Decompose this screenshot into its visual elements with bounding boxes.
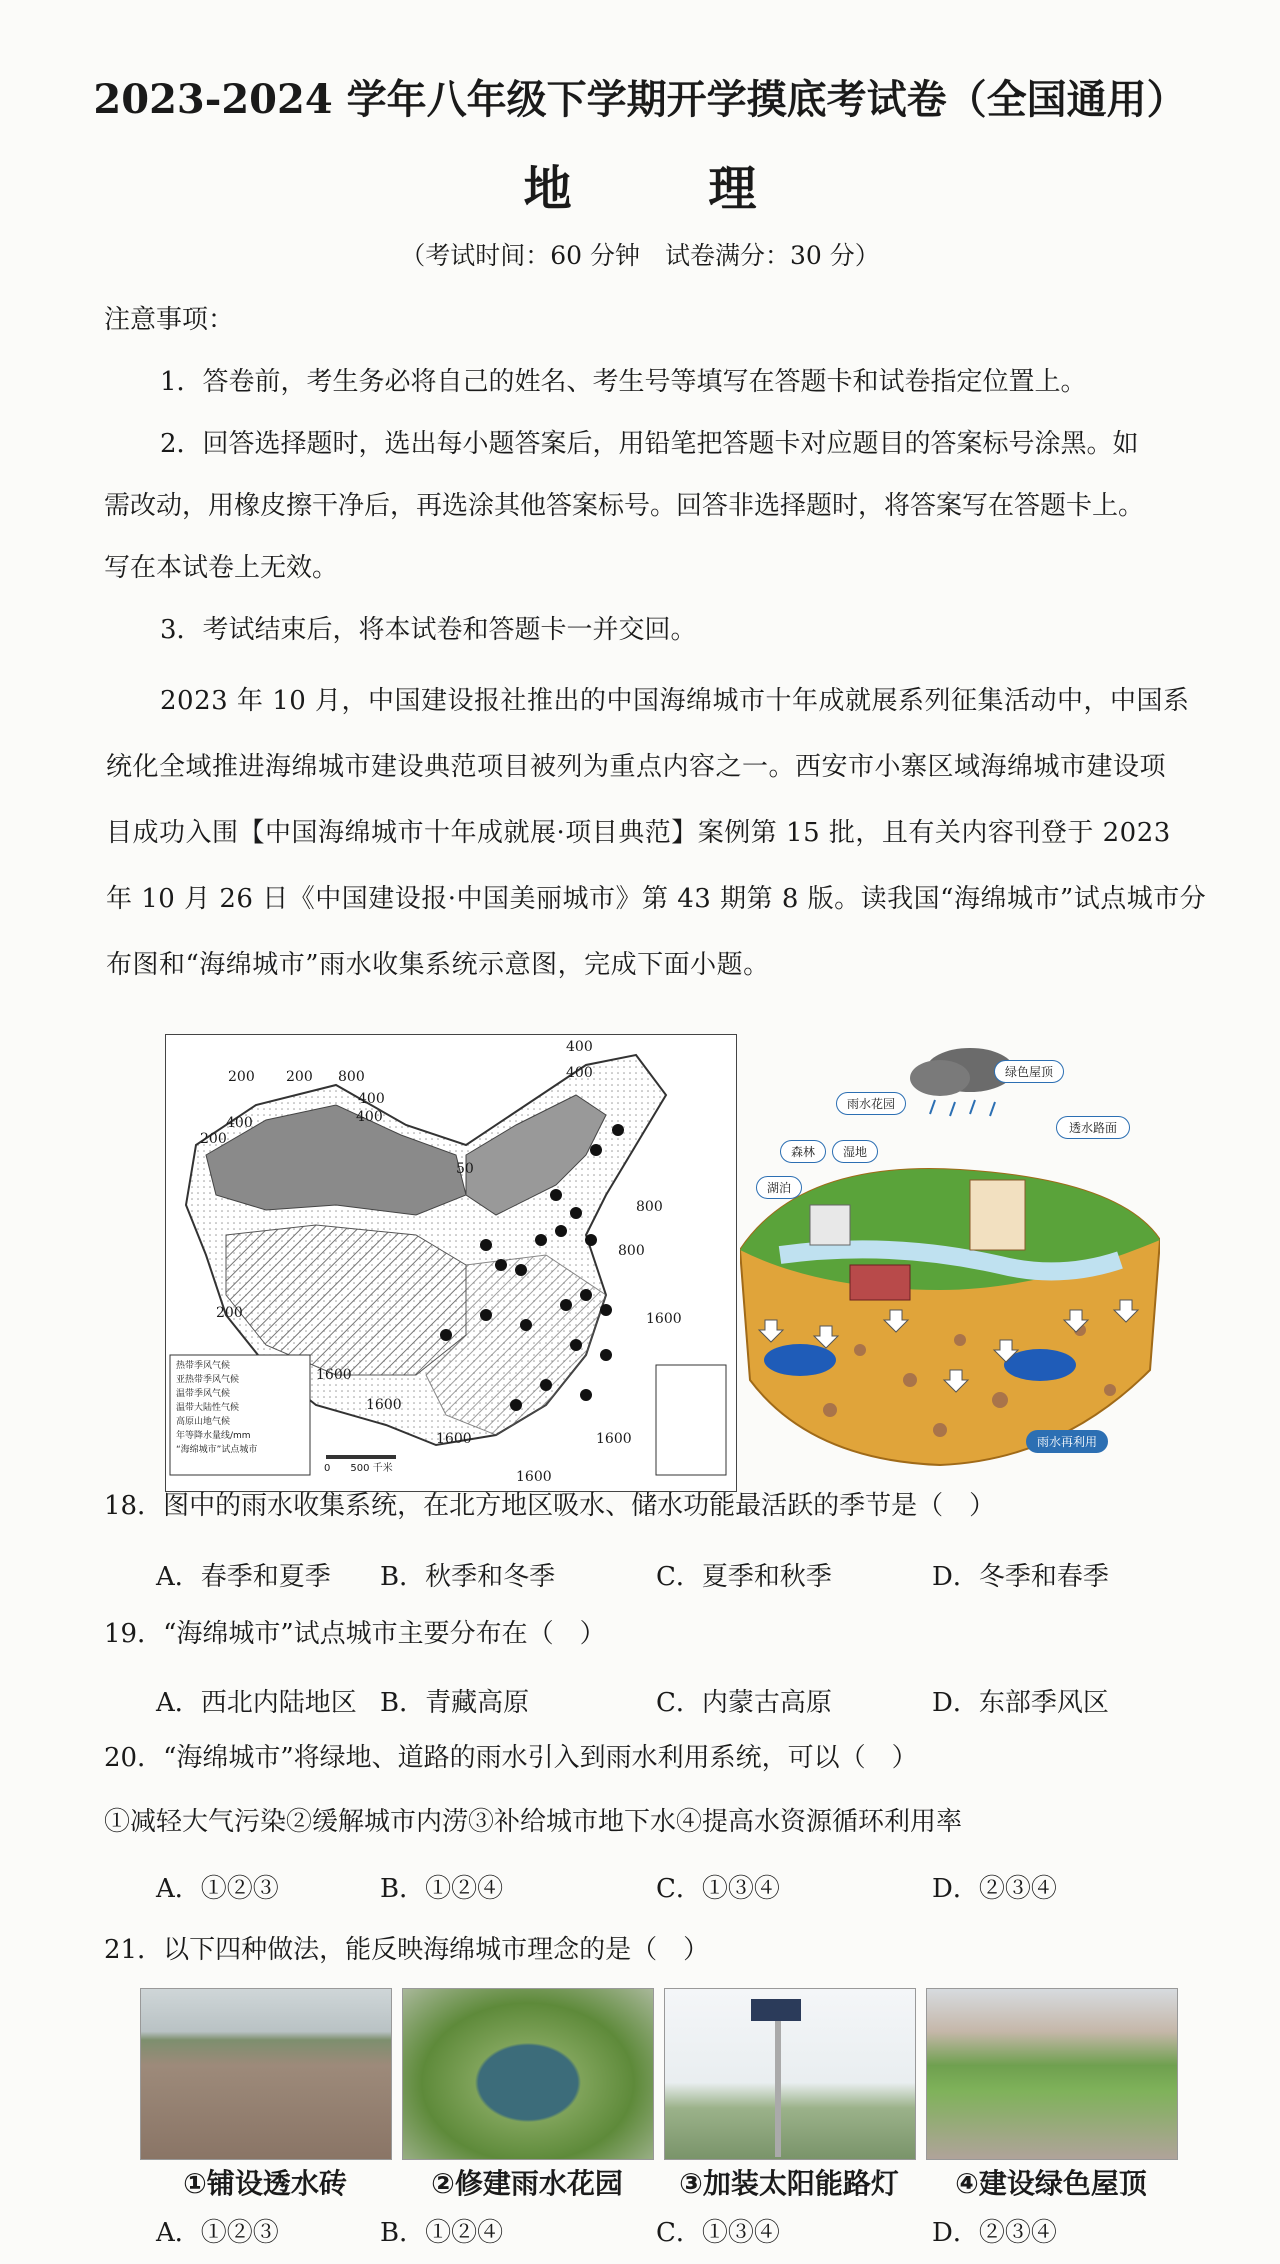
contour-label: 1600 <box>646 1311 682 1327</box>
photo-green-roof <box>926 1988 1178 2160</box>
question-20-statements: ①减轻大气污染②缓解城市内涝③补给城市地下水④提高水资源循环利用率 <box>104 1807 963 1837</box>
question-21: 21．以下四种做法，能反映海绵城市理念的是（ ） <box>104 1935 710 1965</box>
question-18: 18．图中的雨水收集系统，在北方地区吸水、储水功能最活跃的季节是（ ） <box>104 1491 996 1521</box>
notice-item: 需改动，用橡皮擦干净后，再选涂其他答案标号。回答非选择题时，将答案写在答题卡上。 <box>104 491 1145 521</box>
contour-label: 1600 <box>516 1469 552 1485</box>
option-d[interactable]: D．②③④ <box>932 1874 1057 1904</box>
option-a[interactable]: A．春季和夏季 <box>156 1562 331 1592</box>
legend-item: 温带大陆性气候 <box>176 1403 240 1413</box>
notice-item: 1．答卷前，考生务必将自己的姓名、考生号等填写在答题卡和试卷指定位置上。 <box>160 367 1087 397</box>
option-c[interactable]: C．夏季和秋季 <box>656 1562 832 1592</box>
option-b[interactable]: B．青藏高原 <box>380 1688 530 1718</box>
contour-label: 200 <box>216 1305 243 1321</box>
contour-label: 1600 <box>596 1431 632 1447</box>
notice-item: 3．考试结束后，将本试卷和答题卡一并交回。 <box>160 615 697 645</box>
notice-item: 2．回答选择题时，选出每小题答案后，用铅笔把答题卡对应题目的答案标号涂黑。如 <box>160 429 1139 459</box>
option-c[interactable]: C．①③④ <box>656 1874 780 1904</box>
label-green-roof: 绿色屋顶 <box>994 1060 1064 1083</box>
passage-line: 2023 年 10 月，中国建设报社推出的中国海绵城市十年成就展系列征集活动中，中国系 <box>160 686 1190 716</box>
photo-caption: ②修建雨水花园 <box>431 2167 623 2200</box>
passage-line: 布图和“海绵城市”雨水收集系统示意图，完成下面小题。 <box>106 950 770 980</box>
option-c[interactable]: C．内蒙古高原 <box>656 1688 832 1718</box>
option-c[interactable]: C．①③④ <box>656 2218 780 2248</box>
photo-caption: ④建设绿色屋顶 <box>955 2167 1147 2200</box>
legend-item: 温带季风气候 <box>176 1389 231 1399</box>
contour-label: 200 <box>228 1069 255 1085</box>
legend-item: “海绵城市”试点城市 <box>176 1445 258 1455</box>
contour-label: 400 <box>358 1091 385 1107</box>
exam-title: 2023-2024 学年八年级下学期开学摸底考试卷（全国通用） <box>93 76 1187 123</box>
label-forest: 森林 <box>780 1140 826 1163</box>
contour-label: 800 <box>338 1069 365 1085</box>
option-d[interactable]: D．②③④ <box>932 2218 1057 2248</box>
subject-title: 地 理 <box>523 161 817 217</box>
contour-label: 50 <box>456 1161 474 1177</box>
contour-label: 800 <box>636 1199 663 1215</box>
photo-caption: ③加装太阳能路灯 <box>679 2167 899 2200</box>
label-wetland: 湿地 <box>832 1140 878 1163</box>
map-scale: 0 500 千米 <box>324 1463 393 1474</box>
system-graphic <box>740 1040 1160 1490</box>
option-a[interactable]: A．①②③ <box>156 1874 279 1904</box>
rainwater-system-diagram <box>740 1040 1160 1490</box>
legend-item: 年等降水量线/mm <box>176 1431 251 1441</box>
label-rain-reuse: 雨水再利用 <box>1026 1430 1108 1453</box>
label-permeable-road: 透水路面 <box>1056 1116 1130 1139</box>
legend-item: 亚热带季风气候 <box>176 1375 240 1385</box>
option-a[interactable]: A．西北内陆地区 <box>156 1688 357 1718</box>
question-20: 20．“海绵城市”将绿地、道路的雨水引入到雨水利用系统，可以（ ） <box>104 1743 918 1773</box>
option-b[interactable]: B．①②④ <box>380 2218 504 2248</box>
contour-label: 800 <box>618 1243 645 1259</box>
contour-label: 400 <box>356 1109 383 1125</box>
contour-label: 200 <box>200 1131 227 1147</box>
passage-line: 统化全域推进海绵城市建设典范项目被列为重点内容之一。西安市小寨区域海绵城市建设项 <box>106 752 1167 782</box>
legend-item: 高原山地气候 <box>176 1417 231 1427</box>
question-19: 19．“海绵城市”试点城市主要分布在（ ） <box>104 1619 606 1649</box>
contour-label: 400 <box>566 1039 593 1055</box>
contour-label: 1600 <box>436 1431 472 1447</box>
exam-meta: （考试时间：60 分钟 试卷满分：30 分） <box>400 241 880 270</box>
contour-label: 1600 <box>366 1397 402 1413</box>
option-b[interactable]: B．秋季和冬季 <box>380 1562 556 1592</box>
map-legend <box>176 1359 308 1457</box>
notice-heading: 注意事项： <box>104 305 235 335</box>
photo-solar-streetlight <box>664 1988 916 2160</box>
label-rain-garden: 雨水花园 <box>836 1092 906 1115</box>
option-a[interactable]: A．①②③ <box>156 2218 279 2248</box>
photo-rain-garden <box>402 1988 654 2160</box>
notice-item: 写在本试卷上无效。 <box>104 553 339 583</box>
china-sponge-city-map <box>165 1034 737 1492</box>
option-d[interactable]: D．冬季和春季 <box>932 1562 1109 1592</box>
contour-label: 400 <box>226 1115 253 1131</box>
photo-caption: ①铺设透水砖 <box>183 2167 347 2200</box>
passage-line: 年 10 月 26 日《中国建设报·中国美丽城市》第 43 期第 8 版。读我国“海绵城市”试点城市分 <box>106 884 1207 914</box>
label-lake: 湖泊 <box>756 1176 802 1199</box>
contour-label: 200 <box>286 1069 313 1085</box>
photo-permeable-brick <box>140 1988 392 2160</box>
contour-label: 400 <box>566 1065 593 1081</box>
option-d[interactable]: D．东部季风区 <box>932 1688 1109 1718</box>
passage-line: 目成功入围【中国海绵城市十年成就展·项目典范】案例第 15 批，且有关内容刊登于 2023 <box>106 818 1171 848</box>
option-b[interactable]: B．①②④ <box>380 1874 504 1904</box>
legend-item: 热带季风气候 <box>176 1361 231 1371</box>
contour-label: 1600 <box>316 1367 352 1383</box>
